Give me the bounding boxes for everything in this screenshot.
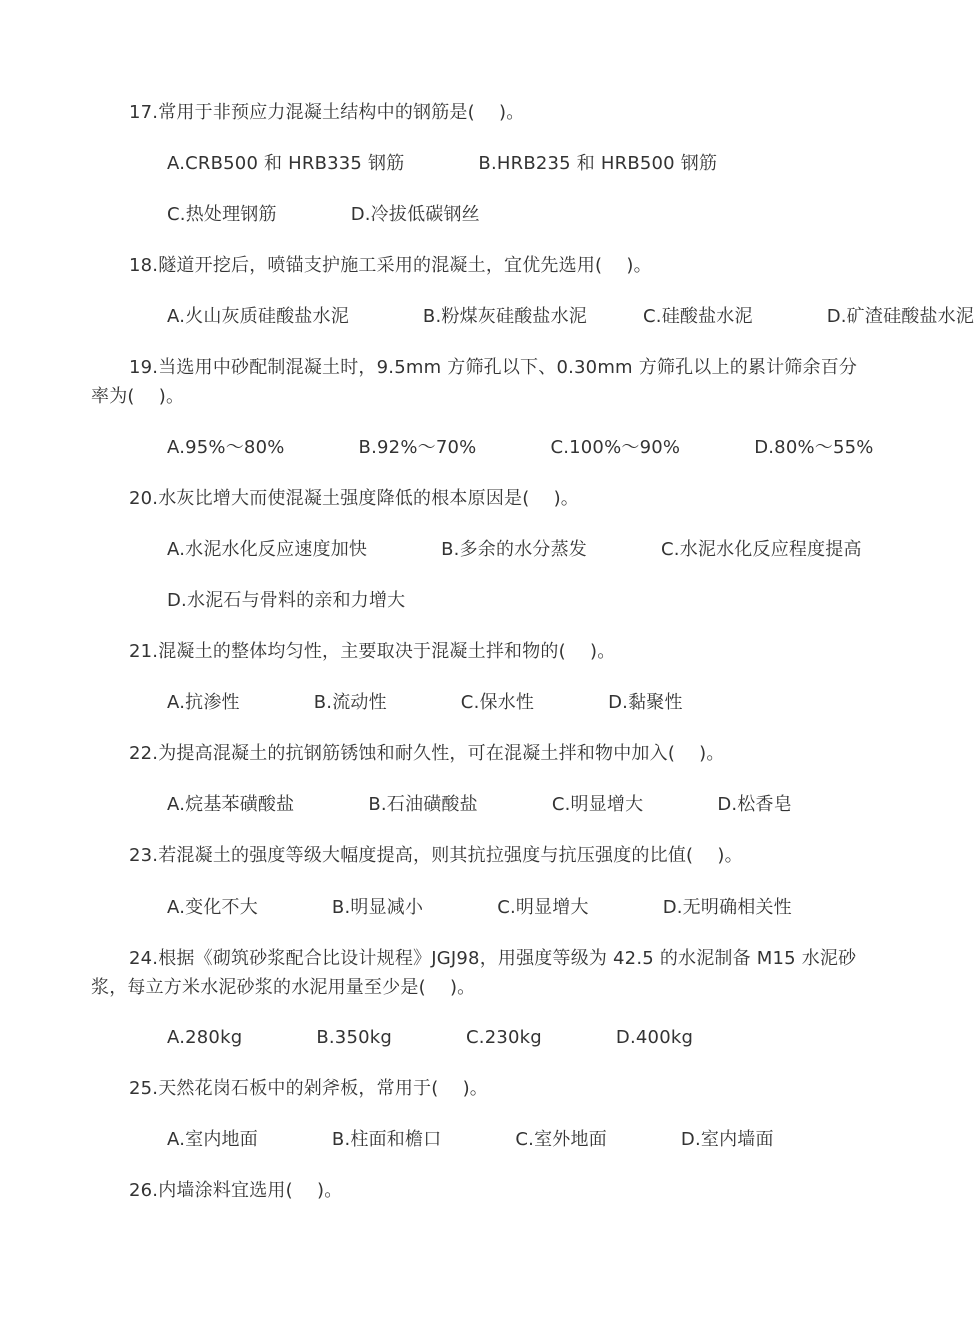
question-18-option-c: C.硅酸盐水泥 xyxy=(643,306,753,327)
question-25-option-b: B.柱面和檐口 xyxy=(331,1129,442,1150)
question-20-option-d: D.水泥石与骨料的亲和力增大 xyxy=(167,590,406,611)
question-18-options-row-1 xyxy=(91,302,974,331)
question-26-stem: 26.内墙涂料宜选用( )。 xyxy=(129,1180,343,1201)
question-20-option-a: A.水泥水化反应速度加快 xyxy=(167,539,368,560)
question-21-options-row-1 xyxy=(91,688,861,717)
question-23-option-d: D.无明确相关性 xyxy=(662,897,792,918)
question-20-options-row-1 xyxy=(91,535,861,564)
question-24-option-d: D.400kg xyxy=(615,1027,694,1048)
question-20-option-b: B.多余的水分蒸发 xyxy=(441,539,587,560)
question-24-option-a: A.280kg xyxy=(167,1027,243,1048)
question-21-option-d: D.黏聚性 xyxy=(608,692,683,713)
question-25-options-row-1 xyxy=(91,1125,861,1154)
question-17-option-b: B.HRB235 和 HRB500 钢筋 xyxy=(478,153,718,174)
question-19-option-c: C.100%～90% xyxy=(550,437,681,458)
question-24-stem: 24.根据《砌筑砂浆配合比设计规程》JGJ98，用强度等级为 42.5 的水泥制备 M15 水泥砂浆，每立方米水泥砂浆的水泥用量至少是( )。 xyxy=(91,948,857,998)
question-21-option-c: C.保水性 xyxy=(460,692,535,713)
question-17-option-c: C.热处理钢筋 xyxy=(167,204,277,225)
question-19-option-b: B.92%～70% xyxy=(358,437,477,458)
question-22-option-a: A.烷基苯磺酸盐 xyxy=(167,794,295,815)
question-22-option-b: B.石油磺酸盐 xyxy=(368,794,478,815)
question-25-option-c: C.室外地面 xyxy=(515,1129,607,1150)
question-22-option-c: C.明显增大 xyxy=(551,794,644,815)
question-23-stem: 23.若混凝土的强度等级大幅度提高，则其抗拉强度与抗压强度的比值( )。 xyxy=(129,845,743,866)
question-18-option-b: B.粉煤灰硅酸盐水泥 xyxy=(422,306,587,327)
question-23-options-row-1 xyxy=(91,893,861,922)
question-21-option-b: B.流动性 xyxy=(313,692,387,713)
question-24-options-row-1 xyxy=(91,1023,861,1052)
question-25-option-d: D.室内墙面 xyxy=(680,1129,774,1150)
question-20-option-c: C.水泥水化反应程度提高 xyxy=(661,539,862,560)
question-18-option-d: D.矿渣硅酸盐水泥 xyxy=(826,306,974,327)
question-17-stem: 17.常用于非预应力混凝土结构中的钢筋是( )。 xyxy=(129,102,525,123)
question-17-options-row-2 xyxy=(91,200,861,229)
question-17-option-d: D.冷拔低碳钢丝 xyxy=(350,204,480,225)
question-19-option-d: D.80%～55% xyxy=(754,437,874,458)
question-23-option-b: B.明显减小 xyxy=(331,897,424,918)
question-25-option-a: A.室内地面 xyxy=(167,1129,258,1150)
question-19-stem: 19.当选用中砂配制混凝土时，9.5mm 方筛孔以下、0.30mm 方筛孔以上的累计筛余百分率为( )。 xyxy=(91,357,858,407)
question-17-option-a: A.CRB500 和 HRB335 钢筋 xyxy=(167,153,405,174)
question-17-options-row-1 xyxy=(91,149,861,178)
question-21-option-a: A.抗渗性 xyxy=(167,692,240,713)
question-19-option-a: A.95%～80% xyxy=(167,437,285,458)
question-24-option-b: B.350kg xyxy=(316,1027,393,1048)
question-22-stem: 22.为提高混凝土的抗钢筋锈蚀和耐久性，可在混凝土拌和物中加入( )。 xyxy=(129,743,725,764)
question-19-options-row-1 xyxy=(91,433,874,462)
question-22-options-row-1 xyxy=(91,790,861,819)
question-20-options-row-2 xyxy=(91,586,861,615)
question-18-stem: 18.隧道开挖后，喷锚支护施工采用的混凝土，宜优先选用( )。 xyxy=(129,255,652,276)
question-23-option-a: A.变化不大 xyxy=(167,897,258,918)
question-23-option-c: C.明显增大 xyxy=(497,897,589,918)
question-22-option-d: D.松香皂 xyxy=(717,794,792,815)
question-21-stem: 21.混凝土的整体均匀性，主要取决于混凝土拌和物的( )。 xyxy=(129,641,616,662)
question-20-stem: 20.水灰比增大而使混凝土强度降低的根本原因是( )。 xyxy=(129,488,579,509)
question-24-option-c: C.230kg xyxy=(466,1027,542,1048)
question-25-stem: 25.天然花岗石板中的剁斧板，常用于( )。 xyxy=(129,1078,488,1099)
question-18-option-a: A.火山灰质硅酸盐水泥 xyxy=(167,306,349,327)
